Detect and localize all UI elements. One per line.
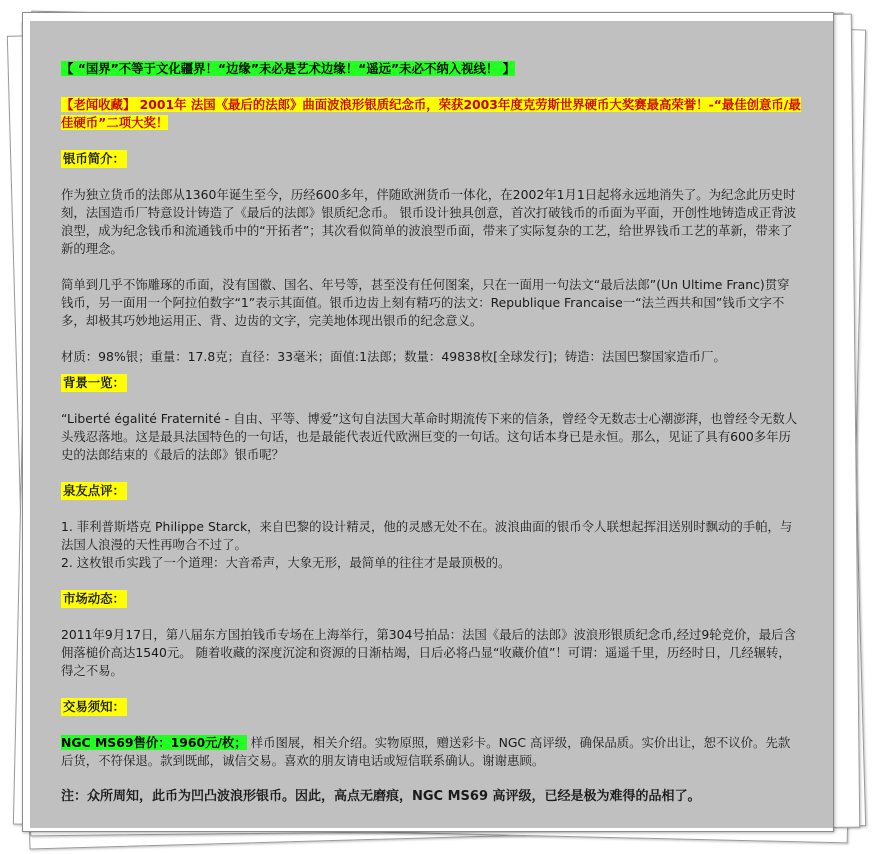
review-item-2: 2. 这枚银币实践了一个道理：大音希声，大象无形，最简单的往往才是最顶极的。 xyxy=(61,555,511,570)
trade-paragraph xyxy=(61,734,801,770)
section-title-market: 市场动态： xyxy=(63,591,125,606)
background-paragraph: “Liberté égalité Fraternité - 自由、平等、博爱”这句自法国大革命时期流传下来的信条，曾经令无数志士心潮澎湃，也曾经令无数人头残忍落地。这是最具法国特色的一句话，也是最能代表近代欧洲巨变的一句话。这句话本身已是永恒。那么，见证了具有600多年历史的法郎结束的《最后的法郎》银币呢？ xyxy=(61,411,798,462)
market-paragraph: 2011年9月17日，第八届东方国拍钱币专场在上海举行，第304号拍品：法国《最后的法郎》波浪形银质纪念币,经过9轮竞价，最后含佣落槌价高达1540元。 随着收藏的深度沉淀和资源的日渐枯竭，日后必将凸显“收藏价值”！可谓：遥遥千里，历经时日，几经辗转，得之不易。 xyxy=(61,627,796,678)
intro-paragraph-2: 简单到几乎不饰雕琢的币面，没有国徽、国名、年号等，甚至没有任何图案，只在一面用一句法文“最后法郎”(Un Ultime Franc)贯穿钱币，另一面用一个阿拉伯数字“1”表示其面值。银币边齿上刻有精巧的法文：Republique Francaise一“法兰西共和国”钱币文字不多，却极其巧妙地运用正、背、边齿的文字，完美地体现出银币的纪念意义。 xyxy=(61,277,790,328)
content-panel xyxy=(30,21,833,828)
article xyxy=(61,60,801,806)
headline: 【老闻收藏】 2001年 法国《最后的法郎》曲面波浪形银质纪念币，荣获2003年度克劳斯世界硬币大奖赛最高荣誉！-“最佳创意币/最佳硬币”二项大奖！ xyxy=(61,97,801,130)
intro-specs: 材质：98%银；重量：17.8克；直径：33毫米；面值:1法郎；数量：49838枚[全球发行]；铸造：法国巴黎国家造币厂。 xyxy=(61,349,726,364)
trade-price: NGC MS69售价：1960元/枚； xyxy=(61,735,247,750)
section-title-background: 背景一览： xyxy=(63,375,125,390)
intro-paragraph-1: 作为独立货币的法郎从1360年诞生至今，历经600多年，伴随欧洲货币一体化，在2002年1月1日起将永远地消失了。为纪念此历史时刻，法国造币厂特意设计铸造了《最后的法郎》银质纪念币。 银币设计独具创意，首次打破钱币的币面为平面，开创性地铸造成正背波浪型，成为纪念钱币和流通钱币中的“开拓者”；其次看似简单的波浪型币面，带来了实际复杂的工艺，给世界钱币工艺的革新，带来了新的理念。 xyxy=(61,187,796,256)
trade-terms: 样币图展，相关介绍。实物原照，赠送彩卡。NGC 高评级，确保品质。实价出让，恕不议价。先款后货，不符保退。款到既邮，诚信交易。喜欢的朋友请电话或短信联系确认。谢谢惠顾。 xyxy=(61,735,791,768)
section-title-trade: 交易须知： xyxy=(63,699,125,714)
banner: 【 “国界”不等于文化疆界！“边缘”未必是艺术边缘！“遥远”未必不纳入视线！ 】 xyxy=(61,61,515,76)
section-title-intro: 银币简介： xyxy=(63,151,125,166)
section-title-reviews: 泉友点评： xyxy=(63,483,125,498)
review-item-1: 1. 菲利普斯塔克 Philippe Starck，来自巴黎的设计精灵，他的灵感无处不在。波浪曲面的银币令人联想起挥泪送别时飘动的手帕，与法国人浪漫的天性再吻合不过了。 xyxy=(61,519,793,552)
closing-note: 注：众所周知，此币为凹凸波浪形银币。因此，高点无磨痕，NGC MS69 高评级，已经是极为难得的品相了。 xyxy=(61,789,701,804)
